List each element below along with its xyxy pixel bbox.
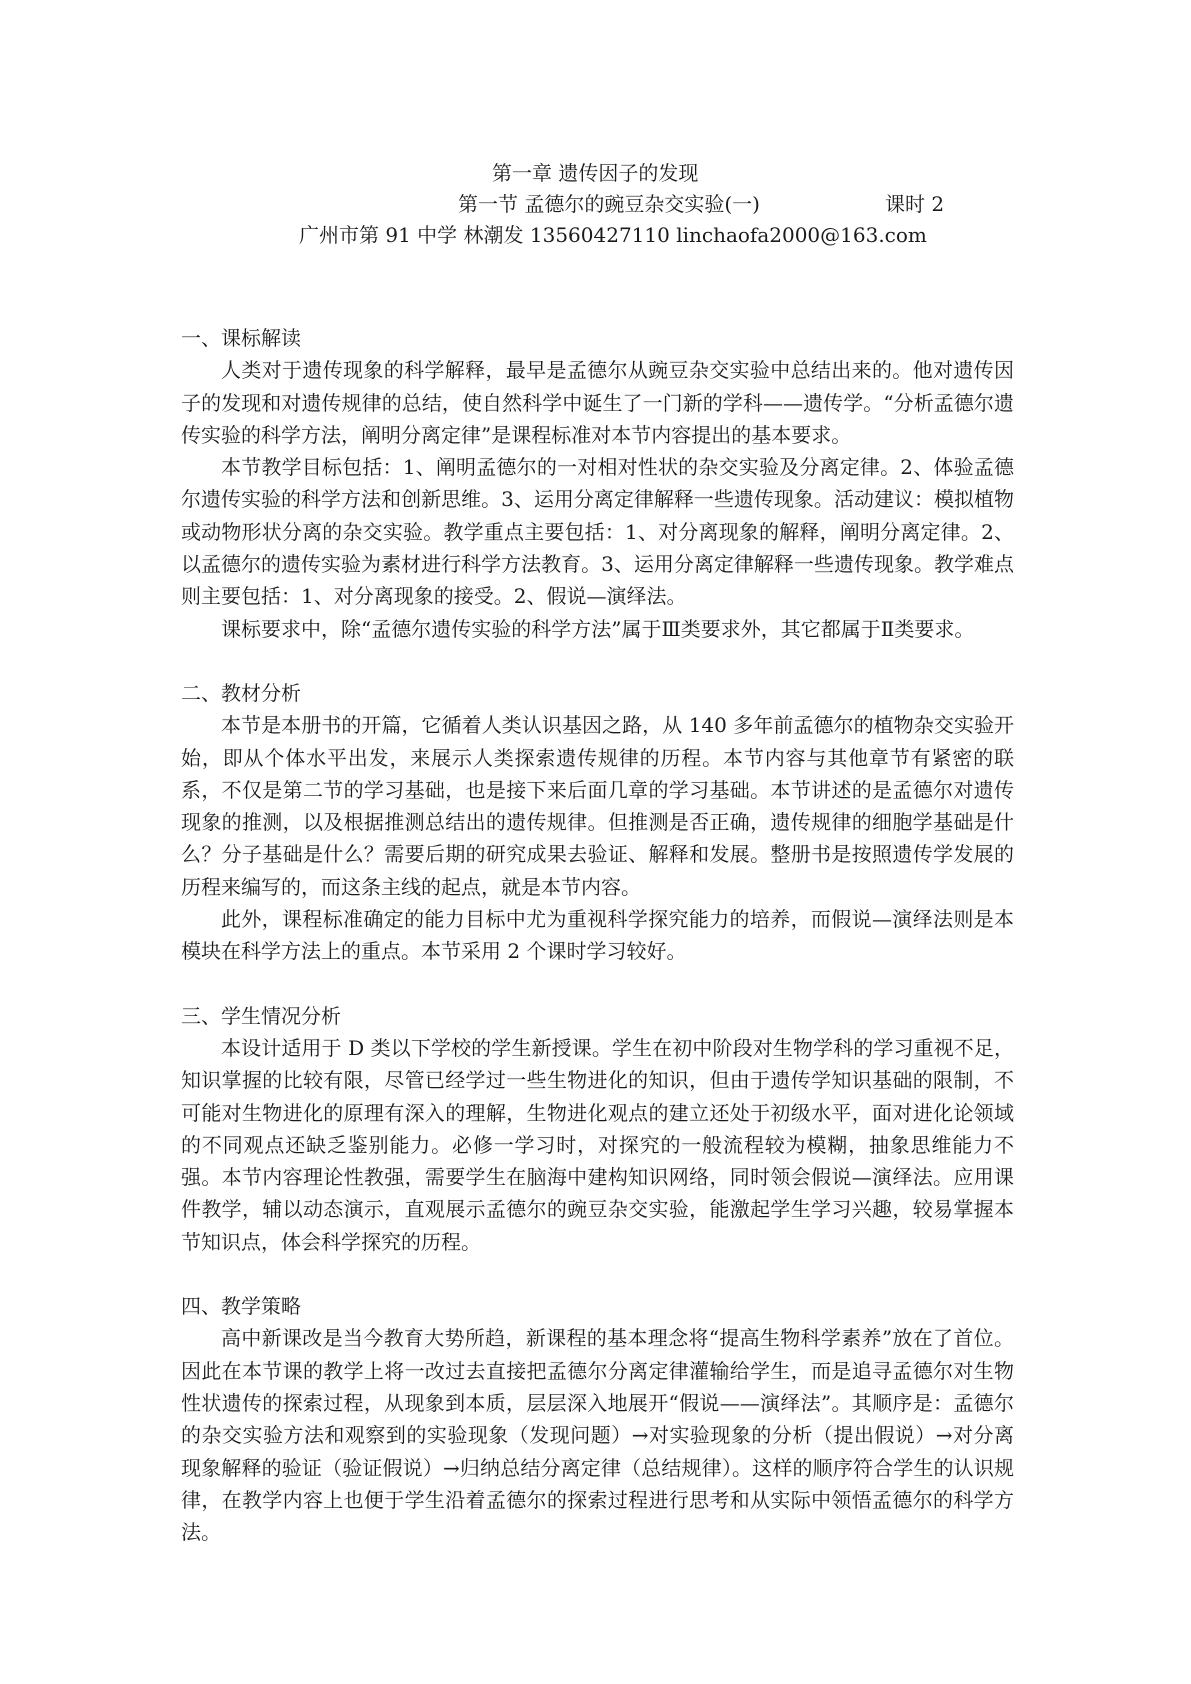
paragraph: 本节是本册书的开篇，它循着人类认识基因之路，从 140 多年前孟德尔的植物杂交实验开始，即从个体水平出发，来展示人类探索遗传规律的历程。本节内容与其他章节有紧密的联系，不仅是第二节的学习基础，也是接下来后面几章的学习基础。本节讲述的是孟德尔对遗传现象的推测，以及根据推测总结出的遗传规律。但推测是否正确，遗传规律的细胞学基础是什么？分子基础是什么？需要后期的研究成果去验证、解释和发展。整册书是按照遗传学发展的历程来编写的，而这条主线的起点，就是本节内容。 xyxy=(181,713,1014,899)
section-heading: 三、学生情况分析 xyxy=(181,1003,341,1028)
paragraph: 此外，课程标准确定的能力目标中尤为重视科学探究能力的培养，而假说—演绎法则是本模块在科学方法上的重点。本节采用 2 个课时学习较好。 xyxy=(181,907,1014,964)
section-heading: 一、课标解读 xyxy=(181,326,301,350)
section-teaching-strategy xyxy=(181,1290,1014,1548)
paragraph: 高中新课改是当今教育大势所趋，新课程的基本理念将“提高生物科学素养”放在了首位。因此在本节课的教学上将一改过去直接把孟德尔分离定律灌输给学生，而是追寻孟德尔对生物性状遗传的探索过程，从现象到本质，层层深入地展开“假说——演绎法”。其顺序是：孟德尔的杂交实验方法和观察到的实验现象（发现问题）→对实验现象的分析（提出假说）→对分离现象解释的验证（验证假说）→归纳总结分离定律（总结规律）。这样的顺序符合学生的认识规律，在教学内容上也便于学生沿着孟德尔的探索过程进行思考和从实际中领悟孟德尔的科学方法。 xyxy=(181,1326,1014,1545)
author-info: 广州市第 91 中学 林潮发 13560427110 linchaofa2000@163.com xyxy=(299,223,927,247)
paragraph: 课标要求中，除“孟德尔遗传实验的科学方法”属于Ⅲ类要求外，其它都属于Ⅱ类要求。 xyxy=(221,616,975,641)
section-title: 第一节 孟德尔的豌豆杂交实验(一) xyxy=(458,192,760,216)
section-heading: 二、教材分析 xyxy=(181,680,301,705)
paragraph: 本设计适用于 D 类以下学校的学生新授课。学生在初中阶段对生物学科的学习重视不足，知识掌握的比较有限，尽管已经学过一些生物进化的知识，但由于遗传学知识基础的限制，不可能对生物进化的原理有深入的理解，生物进化观点的建立还处于初级水平，面对进化论领域的不同观点还缺乏鉴别能力。必修一学习时，对探究的一般流程较为模糊，抽象思维能力不强。本节内容理论性教强，需要学生在脑海中建构知识网络，同时领会假说—演绎法。应用课件教学，辅以动态演示，直观展示孟德尔的豌豆杂交实验，能激起学生学习兴趣，较易掌握本节知识点，体会科学探究的历程。 xyxy=(181,1035,1014,1254)
document-body xyxy=(181,322,1014,1580)
section-curriculum-interpretation xyxy=(181,322,1014,645)
lesson-label: 课时 2 xyxy=(885,192,945,216)
section-student-analysis xyxy=(181,1000,1014,1258)
section-heading: 四、教学策略 xyxy=(181,1294,301,1319)
paragraph: 本节教学目标包括：1、阐明孟德尔的一对相对性状的杂交实验及分离定律。2、体验孟德尔遗传实验的科学方法和创新思维。3、运用分离定律解释一些遗传现象。活动建议：模拟植物或动物形状分离的杂交实验。教学重点主要包括：1、对分离现象的解释，阐明分离定律。2、以孟德尔的遗传实验为素材进行科学方法教育。3、运用分离定律解释一些遗传现象。教学难点则主要包括：1、对分离现象的接受。2、假说—演绎法。 xyxy=(181,455,1014,609)
chapter-title: 第一章 遗传因子的发现 xyxy=(492,161,699,185)
paragraph: 人类对于遗传现象的科学解释，最早是孟德尔从豌豆杂交实验中总结出来的。他对遗传因子的发现和对遗传规律的总结，使自然科学中诞生了一门新的学科——遗传学。“分析孟德尔遗传实验的科学方法，阐明分离定律”是课程标准对本节内容提出的基本要求。 xyxy=(181,358,1014,447)
section-textbook-analysis xyxy=(181,677,1014,968)
